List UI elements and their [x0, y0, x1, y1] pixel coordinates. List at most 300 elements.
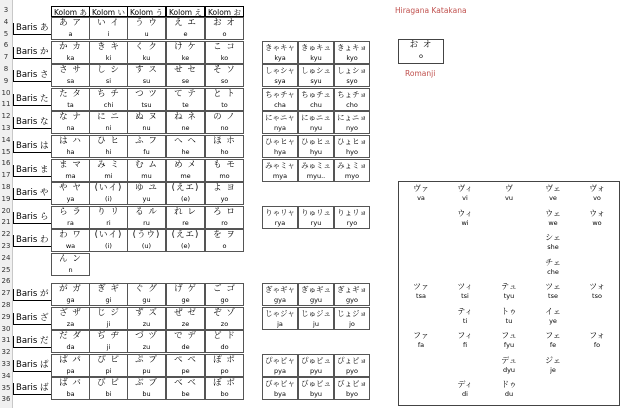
column-header: Kolom う [127, 6, 166, 17]
katakana-extension-box [398, 181, 620, 406]
row-number: 30 [1, 324, 11, 333]
kana-cell [51, 159, 90, 182]
kana-text: ぴゃピャ [265, 355, 295, 365]
romaji-text: me [180, 171, 191, 180]
kana-text: (えエ) [171, 183, 200, 194]
kana-text: フュ [501, 331, 517, 340]
romaji-text: ve [549, 194, 557, 202]
kana-text: か カ [59, 41, 82, 52]
kana-text: え エ [174, 18, 197, 28]
kana-text: お オ [213, 18, 236, 28]
romaji-text: ke [181, 53, 190, 62]
kana-cell [127, 135, 166, 158]
kana-text: ゆ ユ [135, 183, 158, 194]
kana-text: ウェ [545, 208, 561, 218]
kana-text: く ク [135, 41, 158, 52]
romaji-text: mu [141, 171, 152, 180]
row-number: 9 [3, 76, 9, 85]
kana-text: デュ [501, 355, 517, 365]
romaji-text: bu [142, 390, 151, 399]
romaji-text: tsa [416, 292, 426, 300]
youon-cell [298, 111, 334, 134]
katakana-ext-cell [487, 282, 531, 301]
kana-text: を ヲ [213, 230, 236, 241]
katakana-ext-cell [487, 331, 531, 350]
romaji-text: jo [349, 319, 355, 328]
kana-text: ひゃヒャ [265, 137, 295, 146]
kana-text: ティ [457, 306, 473, 316]
kana-text: ぢ ヂ [97, 331, 120, 342]
row-number: 15 [1, 147, 11, 156]
romaji-text: si [105, 77, 112, 86]
row-number: 22 [1, 230, 11, 239]
katakana-ext-cell [443, 282, 487, 301]
kana-text: と ト [213, 88, 236, 99]
kana-text: ら ラ [59, 206, 82, 217]
kana-text: りゅリュ [301, 207, 331, 217]
kana-text: ぱ パ [59, 354, 82, 365]
romaji-text: ya [66, 195, 75, 204]
romaji-text: fi [462, 341, 468, 349]
row-number: 17 [1, 171, 11, 180]
kana-cell [127, 111, 166, 134]
romaji-text: te [182, 100, 189, 109]
romaji-text: nyo [346, 124, 358, 133]
row-label: Baris た [13, 94, 51, 106]
kana-text: い イ [97, 18, 120, 28]
kana-text: ぎ ギ [97, 284, 120, 294]
youon-cell [334, 41, 370, 64]
romaji-text: gyu [309, 296, 323, 304]
kana-text: にゅニュ [301, 113, 331, 123]
romaji-text: ma [65, 171, 76, 180]
row-label: Baris は [13, 141, 51, 153]
kana-text: ま マ [59, 159, 82, 170]
row-number: 8 [3, 65, 9, 73]
kana-text: ディ [457, 380, 473, 389]
romaji-text: u [144, 30, 149, 38]
kana-text: にょニョ [337, 113, 367, 123]
kana-text: びょビョ [337, 379, 367, 389]
romaji-text: ji [106, 343, 111, 352]
romaji-text: a [68, 30, 73, 38]
kana-text: て テ [174, 88, 197, 99]
row-number: 7 [3, 53, 9, 62]
romaji-text: byo [346, 390, 358, 399]
kana-text: げ ゲ [174, 284, 197, 294]
kana-text: ぴ ピ [97, 354, 120, 365]
romaji-text: ka [66, 53, 75, 62]
kana-cell [51, 206, 90, 229]
romaji-text: je [550, 365, 556, 374]
row-label: Baris あ [13, 23, 51, 35]
kana-text: だ ダ [59, 331, 82, 342]
katakana-ext-cell [531, 356, 575, 375]
kana-text: ね ネ [174, 112, 197, 123]
legend-romaji: o [419, 52, 423, 60]
row-label: Baris わ [13, 235, 51, 247]
romaji-text: da [66, 343, 75, 352]
romaji-text: hyo [346, 148, 358, 156]
row-number: 28 [1, 301, 11, 309]
row-number: 18 [1, 183, 11, 191]
youon-cell [262, 354, 298, 377]
kana-cell [205, 330, 244, 353]
romaji-text: zu [142, 319, 151, 328]
kana-text: ツォ [589, 282, 605, 291]
romaji-text: vo [593, 194, 601, 202]
row-number: 3 [3, 6, 9, 14]
kana-cell [127, 354, 166, 377]
youon-cell [298, 307, 334, 330]
romaji-text: wo [592, 218, 602, 227]
kana-text: び ビ [97, 378, 120, 389]
youon-cell [334, 159, 370, 182]
romaji-text: no [220, 124, 229, 133]
kana-text: が ガ [59, 284, 82, 294]
row-number: 27 [1, 289, 11, 298]
kana-cell [51, 229, 90, 252]
youon-cell [334, 111, 370, 134]
kana-text: トゥ [501, 306, 517, 316]
row-label: Baris さ [13, 70, 51, 82]
kana-cell [205, 88, 244, 111]
kana-text: ウィ [457, 208, 473, 218]
romaji-text: ne [181, 124, 190, 133]
kana-cell [166, 111, 205, 134]
romaji-text: so [220, 77, 229, 86]
youon-cell [262, 307, 298, 330]
kana-cell [51, 88, 90, 111]
romaji-text: fu [143, 148, 150, 156]
row-number: 21 [1, 218, 11, 227]
kana-text: にゃニャ [265, 113, 295, 123]
kana-cell [51, 17, 90, 40]
romaji-text: tso [592, 292, 602, 300]
katakana-ext-cell [487, 307, 531, 326]
kana-text: じょジョ [337, 308, 367, 318]
romaji-text: kyo [346, 53, 358, 62]
kana-cell [205, 64, 244, 87]
row-label: Baris ば [13, 383, 51, 395]
kana-cell [205, 307, 244, 330]
kana-text: じゃジャ [265, 308, 295, 318]
kana-text: む ム [135, 159, 158, 170]
kana-text: イェ [545, 306, 561, 316]
romaji-text: syo [346, 77, 358, 86]
kana-cell [166, 135, 205, 158]
kana-text: ドゥ [501, 380, 517, 389]
romaji-text: kya [274, 53, 286, 62]
romaji-text: ha [66, 148, 75, 156]
youon-cell [298, 64, 334, 87]
row-number: 12 [1, 112, 11, 121]
kana-cell [127, 229, 166, 252]
kana-text: ウォ [589, 208, 605, 218]
kana-text: に ニ [97, 112, 120, 123]
kana-text: け ケ [174, 41, 197, 52]
romaji-text: myo [344, 171, 360, 180]
kana-text: しょショ [337, 66, 367, 76]
kana-text: や ヤ [59, 183, 82, 194]
kana-text: み ミ [97, 159, 120, 170]
katakana-ext-cell [531, 209, 575, 228]
kana-text: ざ ザ [59, 307, 82, 318]
row-label: Baris ざ [13, 313, 51, 325]
romaji-text: tsi [461, 292, 469, 300]
kana-text: な ナ [59, 112, 82, 123]
kana-text: ぴょピョ [337, 355, 367, 365]
romaji-text: po [220, 366, 229, 375]
youon-cell [262, 159, 298, 182]
kana-text: テュ [501, 282, 517, 291]
romaji-text: yo [220, 195, 229, 204]
youon-cell [298, 159, 334, 182]
romaji-text: ryu [310, 218, 322, 227]
kana-cell [89, 206, 128, 229]
romaji-text: i [107, 30, 110, 38]
row-number: 13 [1, 124, 11, 132]
kana-cell [127, 307, 166, 330]
kana-cell [205, 354, 244, 377]
row-number: 5 [3, 29, 9, 38]
kana-text: りょリョ [337, 207, 367, 217]
romaji-text: che [547, 267, 559, 276]
kana-cell [166, 17, 205, 40]
romaji-text: to [221, 100, 228, 109]
romaji-text: bya [274, 390, 286, 399]
legend-box [398, 39, 444, 64]
romaji-text: pya [274, 366, 286, 375]
romaji-text: gu [142, 296, 151, 304]
kana-text: ひゅヒュ [301, 137, 331, 146]
kana-cell [89, 111, 128, 134]
romaji-text: ji [106, 319, 111, 328]
romaji-text: cha [274, 100, 286, 109]
kana-text: ひょヒョ [337, 137, 367, 146]
kana-text: よ ヨ [213, 183, 236, 194]
katakana-ext-cell [443, 331, 487, 350]
katakana-ext-cell [531, 258, 575, 277]
kana-cell [166, 377, 205, 400]
katakana-ext-cell [487, 356, 531, 375]
romaji-text: gya [274, 296, 286, 304]
kana-text: フィ [457, 331, 473, 340]
youon-cell [298, 377, 334, 400]
kana-text: ぬ ヌ [135, 112, 158, 123]
katakana-ext-cell [399, 184, 443, 203]
kana-text: びゅビュ [301, 379, 331, 389]
kana-text: ちゃチャ [265, 89, 295, 99]
kana-text: ど ド [213, 331, 236, 342]
column-header: Kolom い [89, 6, 128, 17]
row-number: 6 [3, 41, 9, 50]
kana-text: め メ [174, 159, 197, 170]
romaji-text: ze [181, 319, 190, 328]
romaji-text: she [547, 243, 559, 251]
row-number: 29 [1, 312, 11, 321]
romaji-text: fyu [503, 341, 515, 349]
row-number: 31 [1, 336, 11, 345]
kana-text: べ ベ [174, 378, 197, 389]
youon-cell [262, 206, 298, 229]
katakana-ext-cell [531, 282, 575, 301]
kana-cell [205, 41, 244, 64]
romaji-text: ra [67, 218, 74, 227]
kana-cell [127, 41, 166, 64]
kana-text: じ ジ [97, 307, 120, 318]
youon-cell [262, 377, 298, 400]
youon-cell [334, 307, 370, 330]
katakana-ext-cell [399, 331, 443, 350]
column-header: Kolom あ [51, 6, 90, 17]
kana-cell [51, 135, 90, 158]
katakana-ext-cell [531, 331, 575, 350]
kana-text: ぎょギョ [337, 285, 367, 294]
row-label: Baris ぱ [13, 360, 51, 372]
kana-text: みゃミャ [265, 160, 295, 170]
kana-text: せ セ [174, 65, 197, 76]
youon-cell [334, 88, 370, 111]
romaji-text: pyo [346, 366, 358, 375]
kana-cell [127, 377, 166, 400]
kana-cell [89, 88, 128, 111]
romaji-text: mya [272, 171, 288, 180]
romaji-text: zu [142, 343, 151, 352]
romaji-text: ryo [346, 218, 358, 227]
youon-cell [298, 354, 334, 377]
romaji-text: pa [66, 366, 75, 375]
kana-text: ジェ [545, 355, 561, 365]
kana-text: チェ [545, 257, 561, 267]
romaji-text: sya [274, 77, 286, 86]
romaji-text: ro [221, 218, 228, 227]
kana-text: も モ [213, 159, 236, 170]
kana-text: りゃリャ [265, 207, 295, 217]
kana-text: わ ワ [59, 230, 82, 241]
romaji-text: tse [548, 292, 558, 300]
romaji-text: mi [104, 171, 113, 180]
kana-text: の ノ [213, 112, 236, 123]
kana-cell [51, 41, 90, 64]
romaji-text: vi [462, 194, 468, 202]
youon-cell [298, 206, 334, 229]
kana-cell [89, 182, 128, 205]
kana-cell [51, 111, 90, 134]
romaji-text: fe [549, 341, 557, 349]
column-header: Kolom え [166, 6, 205, 17]
kana-cell [89, 330, 128, 353]
romaji-text: ho [220, 148, 229, 156]
kana-text: は ハ [59, 136, 82, 146]
katakana-ext-cell [575, 184, 619, 203]
kana-text: ほ ホ [213, 136, 236, 146]
katakana-ext-cell [443, 184, 487, 203]
kana-text: ヴェ [545, 184, 561, 193]
column-header: Kolom お [205, 6, 244, 17]
kana-cell [89, 135, 128, 158]
legend-label-bottom: Romanji [405, 69, 436, 78]
katakana-ext-cell [575, 282, 619, 301]
youon-cell [334, 135, 370, 158]
romaji-text: yu [142, 195, 151, 204]
kana-cell [89, 377, 128, 400]
kana-text: る ル [135, 206, 158, 217]
katakana-ext-cell [531, 233, 575, 252]
romaji-text: nu [142, 124, 151, 133]
romaji-text: zo [220, 319, 229, 328]
romaji-text: dyu [502, 365, 516, 374]
kana-text: へ ヘ [174, 136, 197, 146]
kana-text: あ ア [59, 18, 82, 28]
kana-text: ツェ [545, 282, 561, 291]
romaji-text: byu [309, 390, 323, 399]
kana-cell [205, 17, 244, 40]
kana-cell [205, 135, 244, 158]
youon-cell [262, 41, 298, 64]
katakana-ext-cell [575, 331, 619, 350]
youon-cell [334, 64, 370, 87]
romaji-text: (i) [105, 242, 112, 251]
romaji-text: o [222, 242, 227, 251]
row-label: Baris や [13, 188, 51, 200]
kana-cell [51, 307, 90, 330]
kana-text: ぶ ブ [135, 378, 158, 389]
kana-text: さ サ [59, 65, 82, 76]
romaji-text: ki [105, 53, 112, 62]
kana-cell-n [51, 253, 90, 276]
kana-cell [127, 88, 166, 111]
romaji-text: (e) [180, 195, 191, 204]
kana-cell [166, 354, 205, 377]
kana-text: (いイ) [94, 230, 123, 241]
katakana-ext-cell [443, 209, 487, 228]
kana-text: きょキョ [337, 42, 367, 52]
romaji-text: du [504, 390, 514, 398]
kana-text: つ ツ [135, 88, 158, 99]
kana-cell [205, 283, 244, 306]
kana-text: しゃシャ [265, 66, 295, 76]
kana-text: (いイ) [94, 183, 123, 194]
kana-cell [51, 377, 90, 400]
kana-cell [205, 159, 244, 182]
romaji-text: pe [181, 366, 190, 375]
romaji-text: su [142, 77, 151, 86]
romaji-text: hi [105, 148, 112, 156]
kana-text: た タ [59, 88, 82, 99]
kana-text: じゅジュ [301, 308, 331, 318]
romaji-text: bo [220, 390, 229, 399]
row-label: Baris ら [13, 212, 51, 224]
kana-text: す ス [135, 65, 158, 76]
romaji-text: tsu [141, 100, 152, 109]
romaji-text: na [66, 124, 75, 133]
romaji-text: mo [219, 171, 230, 180]
romaji-text: (e) [180, 242, 191, 251]
romaji-text: rya [274, 218, 286, 227]
row-label: Baris が [13, 289, 51, 301]
romaji-text: fa [417, 341, 425, 349]
youon-cell [334, 206, 370, 229]
kana-cell [127, 17, 166, 40]
romaji-text: re [182, 218, 189, 227]
romaji-text: myu.. [306, 171, 326, 180]
kana-text: フェ [545, 331, 561, 340]
row-number: 32 [1, 348, 11, 357]
kana-cell [166, 229, 205, 252]
row-number: 14 [1, 135, 11, 144]
kana-cell [51, 354, 90, 377]
